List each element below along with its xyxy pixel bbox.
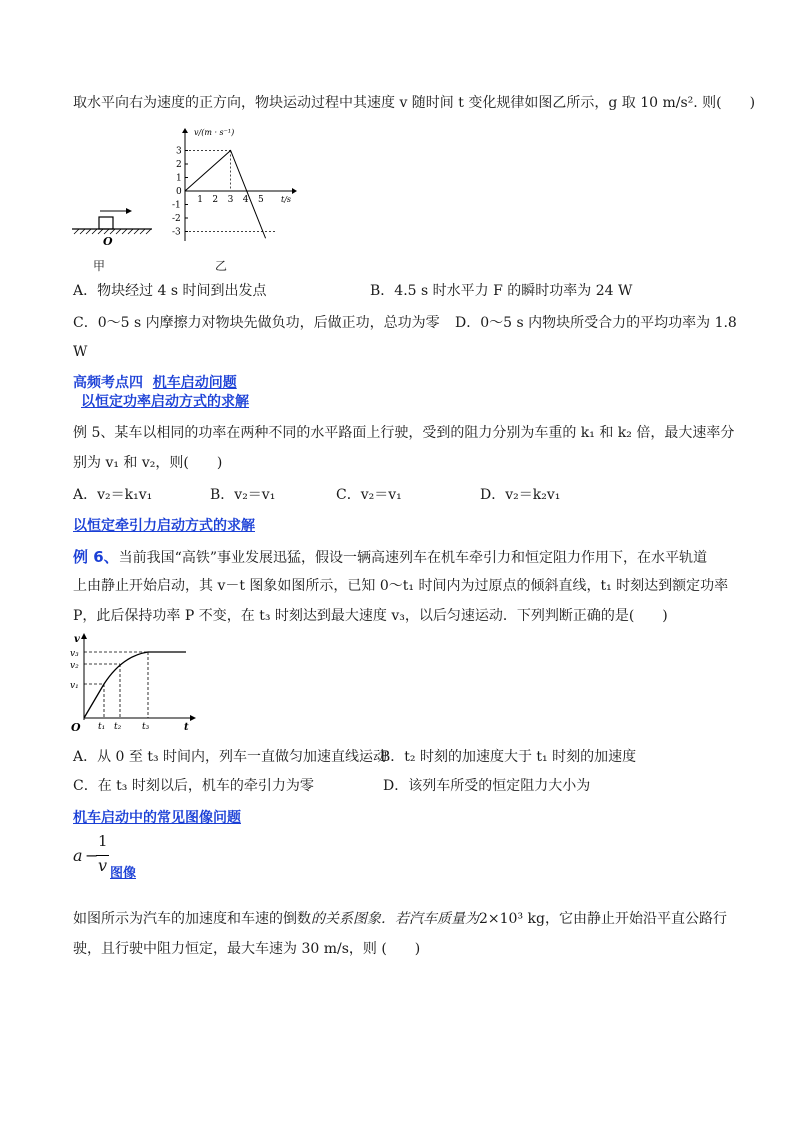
fig-jia-caption: 甲 (93, 259, 106, 273)
c2-curve (84, 652, 186, 718)
q7-line1-pre: 如图所示为汽车的加速度和车速的倒数 (73, 911, 311, 927)
formula-minus: − (85, 846, 99, 865)
q1-option-c: C．0～5 s 内摩擦力对物块先做负功，后做正功，总功为零 (73, 315, 440, 331)
c2-ytick-v1: v₁ (70, 681, 79, 691)
c1-ytick-2: 2 (176, 160, 182, 170)
q7-line2: 驶，且行驶中阻力恒定，最大车速为 30 m/s，则 ( ) (73, 941, 421, 957)
c1-xtick-1: 1 (197, 195, 203, 205)
a-inverse-v-heading (73, 834, 213, 880)
section-topic: 机车启动问题 (152, 375, 237, 391)
ex5-option-c: C．v₂＝v₁ (336, 487, 402, 503)
formula-a: a (73, 846, 83, 865)
q7-line1-italic: 的关系图象．若汽车质量为 (311, 911, 479, 927)
subheading-constant-force: 以恒定牵引力启动方式的求解 (73, 518, 255, 534)
c1-xtick-4: 4 (242, 195, 249, 205)
ex6-option-c: C．在 t₃ 时刻以后，机车的牵引力为零 (73, 778, 314, 794)
q1-option-d: D．0～5 s 内物块所受合力的平均功率为 1.8 (455, 315, 737, 331)
fig-yi-chart (150, 125, 300, 243)
fig-yi-caption: 乙 (215, 259, 228, 273)
ex6-line2: 上由静止开始启动，其 v－t 图象如图所示，已知 0～t₁ 时间内为过原点的倾斜直线，t₁ 时刻达到额定功率 (73, 578, 729, 594)
c2-xtick-t3: t₃ (142, 722, 150, 732)
c1-xtick-3: 3 (227, 195, 234, 205)
c2-xtick-t2: t₂ (114, 722, 122, 732)
c1-ytick--2: -2 (172, 214, 181, 224)
c1-ytick-3: 3 (176, 146, 182, 157)
q1-option-b: B．4.5 s 时水平力 F 的瞬时功率为 24 W (370, 283, 633, 299)
c1-ytick--1: -1 (172, 200, 181, 211)
ex6-label: 例 6、 (73, 548, 119, 566)
section-heading (73, 374, 237, 392)
ex5-line2: 别为 v₁ 和 v₂，则( ) (73, 455, 223, 471)
c2-xtick-t1: t₁ (98, 722, 106, 732)
ex5-line1: 例 5、某车以相同的功率在两种不同的水平路面上行驶，受到的阻力分别为车重的 k₁ 和 k₂ 倍，最大速率分 (73, 425, 735, 441)
c1-ytick-1: 1 (176, 173, 182, 184)
q1-stem: 取水平向右为速度的正方向，物块运动过程中其速度 v 随时间 t 变化规律如图乙所示，g 取 10 m/s². 则( ) (73, 95, 756, 111)
ex6-line3: P，此后保持功率 P 不变，在 t₃ 时刻达到最大速度 v₃，以后匀速运动．下列判断正确的是( ) (73, 608, 668, 624)
subheading-graph-problems: 机车启动中的常见图像问题 (73, 810, 241, 826)
q7-line1-post: 2×10³ kg，它由静止开始沿平直公路行 (479, 911, 727, 927)
fig-jia-origin: O (103, 235, 113, 248)
c2-ylabel: v (74, 634, 80, 645)
ex6-option-b: B．t₂ 时刻的加速度大于 t₁ 时刻的加速度 (380, 749, 637, 765)
q1-option-a: A．物块经过 4 s 时间到出发点 (73, 283, 267, 299)
ex6-line1-text: 当前我国“高铁”事业发展迅猛，假设一辆高速列车在机车牵引力和恒定阻力作用下，在水平轨道 (118, 550, 707, 566)
ex6-vt-chart (70, 630, 200, 732)
c1-ytick--3: -3 (172, 227, 181, 238)
ex6-option-d: D．该列车所受的恒定阻力大小为 (383, 778, 591, 794)
formula-num: 1 (98, 832, 108, 850)
q7-line1 (73, 910, 727, 928)
ex5-option-d: D．v₂＝k₂v₁ (480, 487, 561, 503)
c2-origin: O (71, 721, 81, 732)
ex5-option-a: A．v₂＝k₁v₁ (73, 487, 153, 503)
subheading-constant-power: 以恒定功率启动方式的求解 (81, 394, 249, 410)
c1-ylabel: v/(m · s⁻¹) (194, 128, 235, 137)
c1-xlabel: t/s (281, 195, 292, 204)
q1-option-d-cont: W (73, 344, 88, 360)
fig-jia (72, 205, 162, 250)
ex6-line1 (73, 548, 707, 567)
ex6-option-a: A．从 0 至 t₃ 时间内，列车一直做匀加速直线运动 (73, 749, 388, 765)
c1-xtick-5: 5 (258, 195, 264, 205)
c1-xtick-2: 2 (212, 195, 219, 205)
formula-den: v (98, 856, 108, 875)
ex5-option-b: B．v₂＝v₁ (210, 487, 276, 503)
c2-xlabel: t (184, 722, 189, 732)
c1-ytick-0: 0 (176, 187, 182, 197)
formula-suffix: 图像 (110, 866, 137, 881)
c2-ytick-v3: v₃ (70, 649, 79, 659)
section-number: 高频考点四 (73, 375, 143, 391)
c2-ytick-v2: v₂ (70, 661, 79, 671)
